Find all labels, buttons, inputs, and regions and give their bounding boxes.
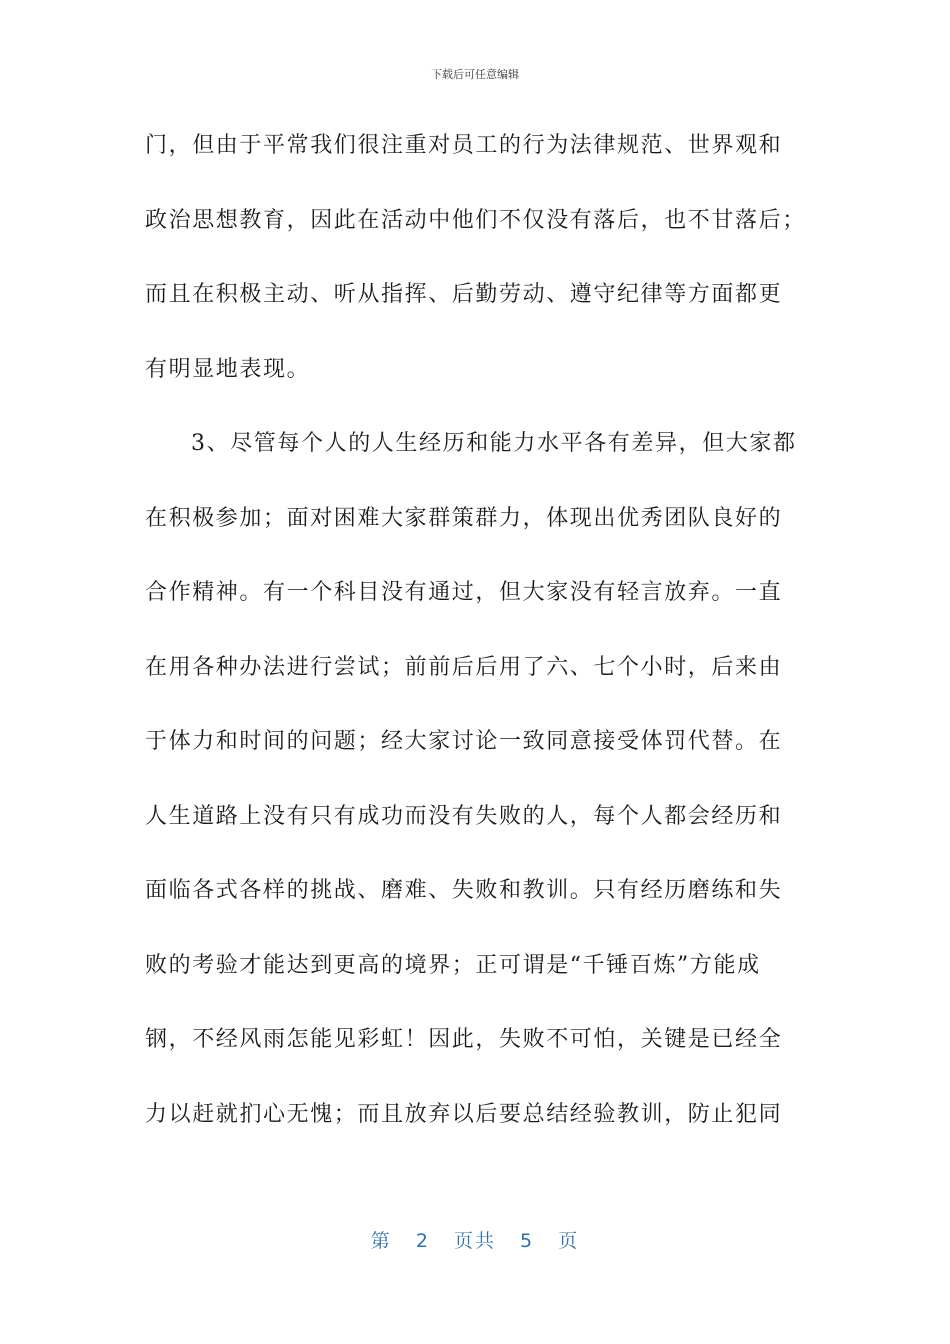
- body-line: 败的考验才能达到更高的境界；正可谓是“千锤百炼”方能成: [145, 952, 761, 978]
- body-line-paragraph-start: 3、尽管每个人的人生经历和能力水平各有差异，但大家都: [191, 431, 797, 456]
- body-line: 门，但由于平常我们很注重对员工的行为法律规范、世界观和: [145, 133, 783, 158]
- header-note: 下载后可任意编辑: [431, 68, 519, 81]
- body-line: 面临各式各样的挑战、磨难、失败和教训。只有经历磨练和失: [145, 878, 783, 903]
- body-line: 力以赶就扪心无愧；而且放弃以后要总结经验教训，防止犯同: [145, 1101, 783, 1127]
- footer-prefix: 第: [370, 1230, 392, 1252]
- body-line: 于体力和时间的问题；经大家讨论一致同意接受体罚代替。在: [145, 729, 783, 754]
- page-footer: [0, 1226, 950, 1253]
- page-header: [0, 66, 950, 82]
- body-line: 合作精神。有一个科目没有通过，但大家没有轻言放弃。一直: [145, 580, 783, 605]
- body-line: 有明显地表现。: [145, 356, 311, 382]
- footer-total-pages: 5: [520, 1230, 535, 1252]
- body-line: 人生道路上没有只有成功而没有失败的人，每个人都会经历和: [145, 803, 783, 829]
- body-line: 在用各种办法进行尝试；前前后后用了六、七个小时，后来由: [145, 654, 783, 680]
- body-line: 而且在积极主动、听从指挥、后勤劳动、遵守纪律等方面都更: [145, 282, 783, 307]
- document-body: [145, 126, 805, 1169]
- body-line: 政治思想教育，因此在活动中他们不仅没有落后，也不甘落后；: [145, 207, 806, 233]
- body-line: 在积极参加；面对困难大家群策群力，体现出优秀团队良好的: [145, 505, 783, 531]
- footer-suffix: 页: [558, 1230, 580, 1252]
- footer-current-page: 2: [415, 1230, 430, 1252]
- footer-middle: 页共: [453, 1230, 496, 1252]
- body-line: 钢，不经风雨怎能见彩虹！因此，失败不可怕，关键是已经全: [145, 1027, 783, 1052]
